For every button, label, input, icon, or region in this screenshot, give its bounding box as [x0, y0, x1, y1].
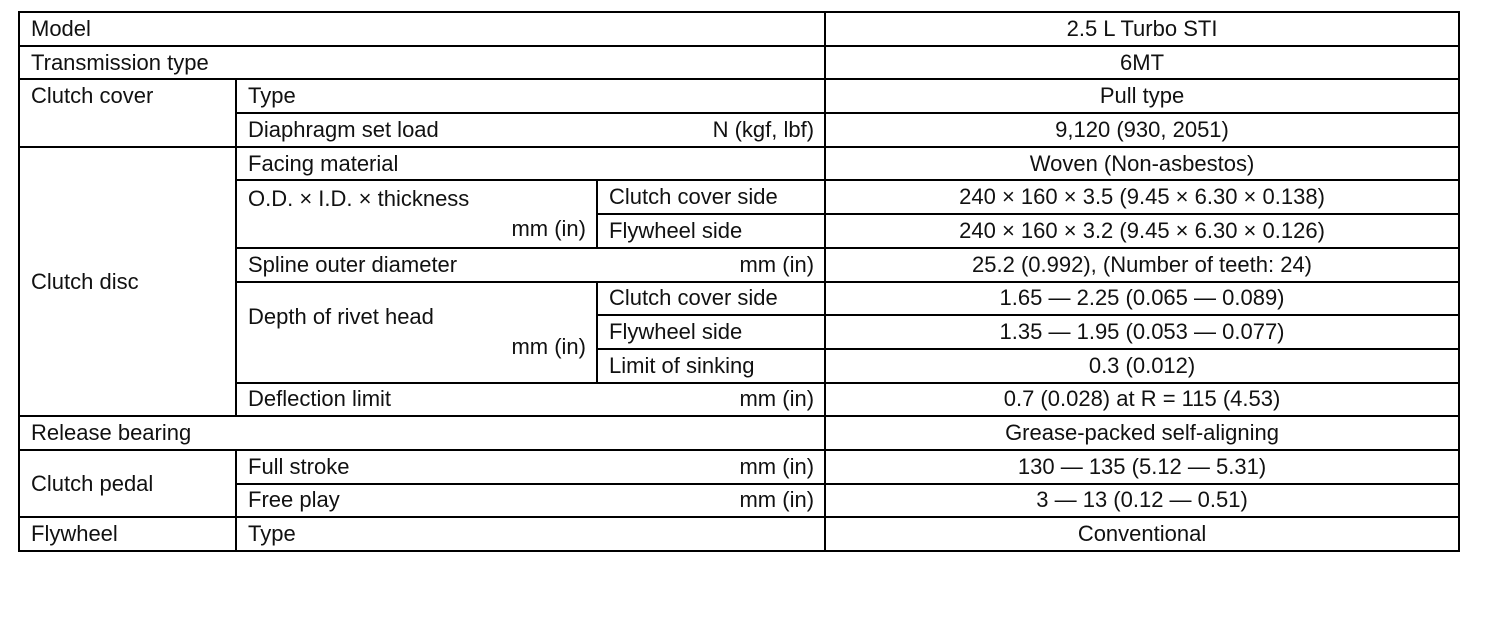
flywheel-label: Flywheel [19, 517, 236, 551]
full-stroke-cell [236, 450, 825, 484]
release-bearing-label: Release bearing [19, 416, 825, 450]
clutch-disc-label: Clutch disc [19, 147, 236, 417]
dimensions-cover-side-value: 240 × 160 × 3.5 (9.45 × 6.30 × 0.138) [825, 180, 1459, 214]
spline-value: 25.2 (0.992), (Number of teeth: 24) [825, 248, 1459, 282]
rivet-sinking-label: Limit of sinking [597, 349, 825, 383]
rivet-cover-side-label: Clutch cover side [597, 282, 825, 316]
full-stroke-unit: mm (in) [739, 453, 815, 479]
dimensions-label: O.D. × I.D. × thickness [248, 186, 470, 212]
table-row [19, 450, 1459, 484]
table-row [19, 147, 1459, 181]
diaphragm-unit: N (kgf, lbf) [712, 116, 815, 142]
free-play-value: 3 — 13 (0.12 — 0.51) [825, 484, 1459, 518]
spline-unit: mm (in) [739, 251, 815, 277]
table-row [19, 12, 1459, 46]
table-row [19, 416, 1459, 450]
rivet-cell [236, 282, 597, 383]
clutch-pedal-label: Clutch pedal [19, 450, 236, 517]
release-bearing-value: Grease-packed self-aligning [825, 416, 1459, 450]
dimensions-cell [236, 180, 597, 247]
dimensions-unit: mm (in) [511, 216, 586, 242]
deflection-value: 0.7 (0.028) at R = 115 (4.53) [825, 383, 1459, 417]
clutch-cover-type-label: Type [236, 79, 825, 113]
clutch-cover-type-value: Pull type [825, 79, 1459, 113]
rivet-unit: mm (in) [511, 334, 586, 360]
rivet-flywheel-side-value: 1.35 — 1.95 (0.053 — 0.077) [825, 315, 1459, 349]
transmission-label: Transmission type [19, 46, 825, 80]
deflection-cell [236, 383, 825, 417]
dimensions-flywheel-side-label: Flywheel side [597, 214, 825, 248]
rivet-sinking-value: 0.3 (0.012) [825, 349, 1459, 383]
clutch-cover-label: Clutch cover [19, 79, 236, 146]
table-row [19, 46, 1459, 80]
facing-value: Woven (Non-asbestos) [825, 147, 1459, 181]
spline-cell [236, 248, 825, 282]
dimensions-cover-side-label: Clutch cover side [597, 180, 825, 214]
rivet-flywheel-side-label: Flywheel side [597, 315, 825, 349]
flywheel-type-value: Conventional [825, 517, 1459, 551]
spline-label: Spline outer diameter [248, 251, 458, 277]
table-row [19, 79, 1459, 113]
diaphragm-label: Diaphragm set load [248, 116, 439, 142]
rivet-cover-side-value: 1.65 — 2.25 (0.065 — 0.089) [825, 282, 1459, 316]
dimensions-flywheel-side-value: 240 × 160 × 3.2 (9.45 × 6.30 × 0.126) [825, 214, 1459, 248]
diaphragm-cell [236, 113, 825, 147]
deflection-label: Deflection limit [248, 386, 392, 412]
facing-label: Facing material [236, 147, 825, 181]
model-value: 2.5 L Turbo STI [825, 12, 1459, 46]
flywheel-type-label: Type [236, 517, 825, 551]
rivet-label: Depth of rivet head [248, 304, 434, 330]
full-stroke-value: 130 — 135 (5.12 — 5.31) [825, 450, 1459, 484]
free-play-cell [236, 484, 825, 518]
full-stroke-label: Full stroke [248, 453, 350, 479]
transmission-value: 6MT [825, 46, 1459, 80]
free-play-label: Free play [248, 487, 340, 513]
diaphragm-value: 9,120 (930, 2051) [825, 113, 1459, 147]
model-label: Model [19, 12, 825, 46]
table-row [19, 517, 1459, 551]
clutch-spec-table [18, 11, 1460, 552]
free-play-unit: mm (in) [739, 487, 815, 513]
deflection-unit: mm (in) [739, 386, 815, 412]
